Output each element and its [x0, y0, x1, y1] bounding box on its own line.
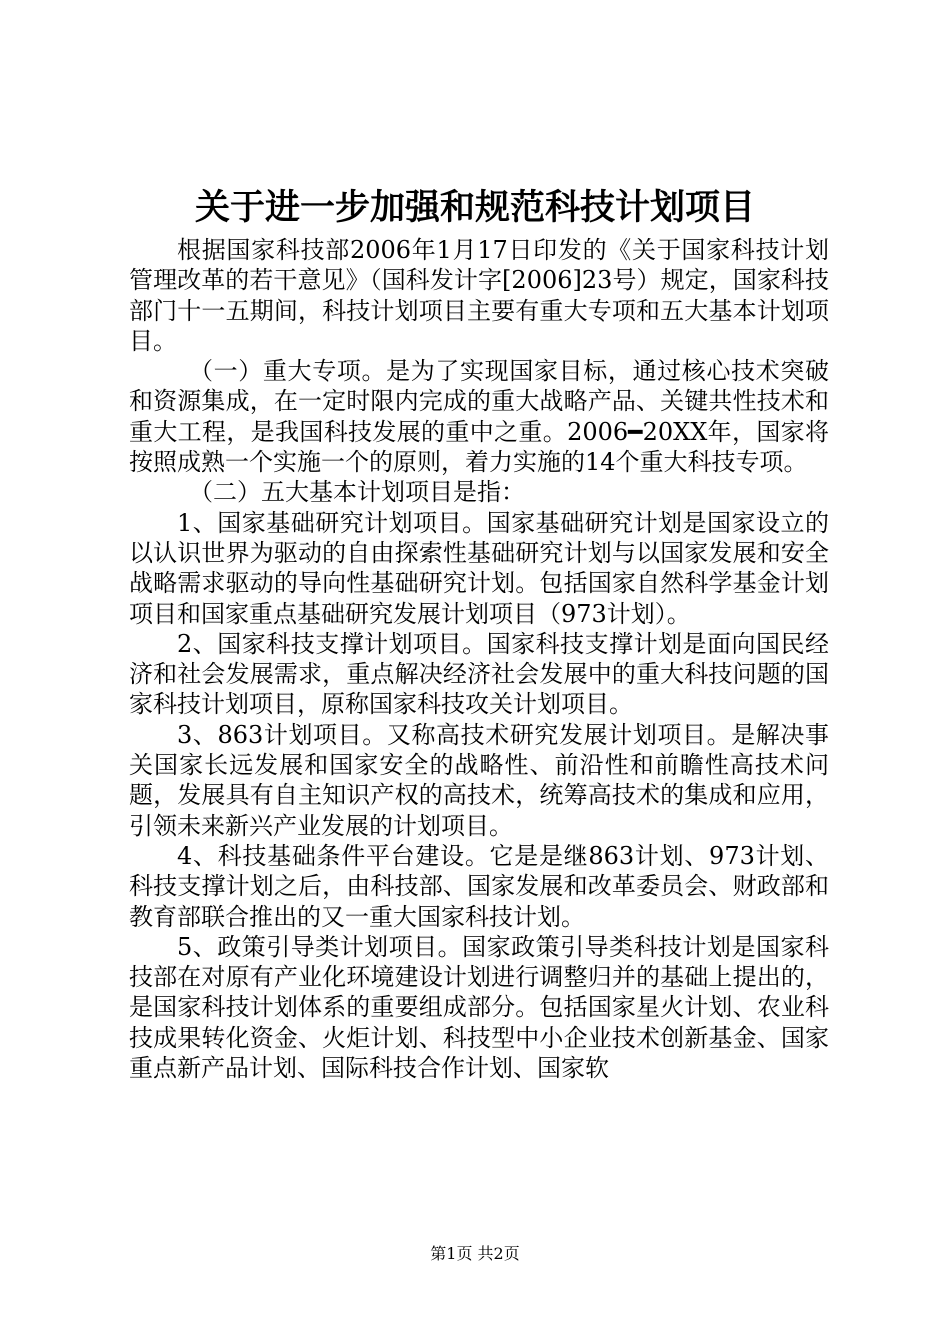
paragraph-item-5: 5、政策引导类计划项目。国家政策引导类科技计划是国家科技部在对原有产业化环境建设计划进行调整归并的基础上提出的，是国家科技计划体系的重要组成部分。包括国家星火计划、农业科技成果转化资金、火炬计划、科技型中小企业技术创新基金、国家重点新产品计划、国际科技合作计划、国家软: [129, 932, 829, 1083]
paragraph-item-1: 1、国家基础研究计划项目。国家基础研究计划是国家设立的以认识世界为驱动的自由探索性基础研究计划与以国家发展和安全战略需求驱动的导向性基础研究计划。包括国家自然科学基金计划项目和国家重点基础研究发展计划项目（973计划）。: [129, 508, 829, 628]
paragraph-intro: 根据国家科技部2006年1月17日印发的《关于国家科技计划管理改革的若干意见》（国科发计字[2006]23号）规定，国家科技部门十一五期间，科技计划项目主要有重大专项和五大基本计划项目。: [129, 236, 829, 355]
paragraph-major-projects: （一）重大专项。是为了实现国家目标，通过核心技术突破和资源集成，在一定时限内完成的重大战略产品、关键共性技术和重大工程，是我国科技发展的重中之重。2006━20XX年，国家将按照成熟一个实施一个的原则，着力实施的14个重大科技专项。: [129, 357, 829, 477]
document-title: 关于进一步加强和规范科技计划项目: [194, 187, 755, 228]
paragraph-item-3: 3、863计划项目。又称高技术研究发展计划项目。是解决事关国家长远发展和国家安全的战略性、前沿性和前瞻性高技术问题，发展具有自主知识产权的高技术，统筹高技术的集成和应用，引领未来新兴产业发展的计划项目。: [129, 720, 829, 840]
paragraph-item-4: 4、科技基础条件平台建设。它是是继863计划、973计划、科技支撑计划之后，由科技部、国家发展和改革委员会、财政部和教育部联合推出的又一重大国家科技计划。: [129, 841, 829, 931]
page-footer: 第1页 共2页: [430, 1244, 520, 1263]
paragraph-five-basic-plans: （二）五大基本计划项目是指：: [189, 478, 525, 507]
document-body: [129, 235, 829, 1083]
paragraph-item-2: 2、国家科技支撑计划项目。国家科技支撑计划是面向国民经济和社会发展需求，重点解决经济社会发展中的重大科技问题的国家科技计划项目，原称国家科技攻关计划项目。: [129, 629, 829, 719]
